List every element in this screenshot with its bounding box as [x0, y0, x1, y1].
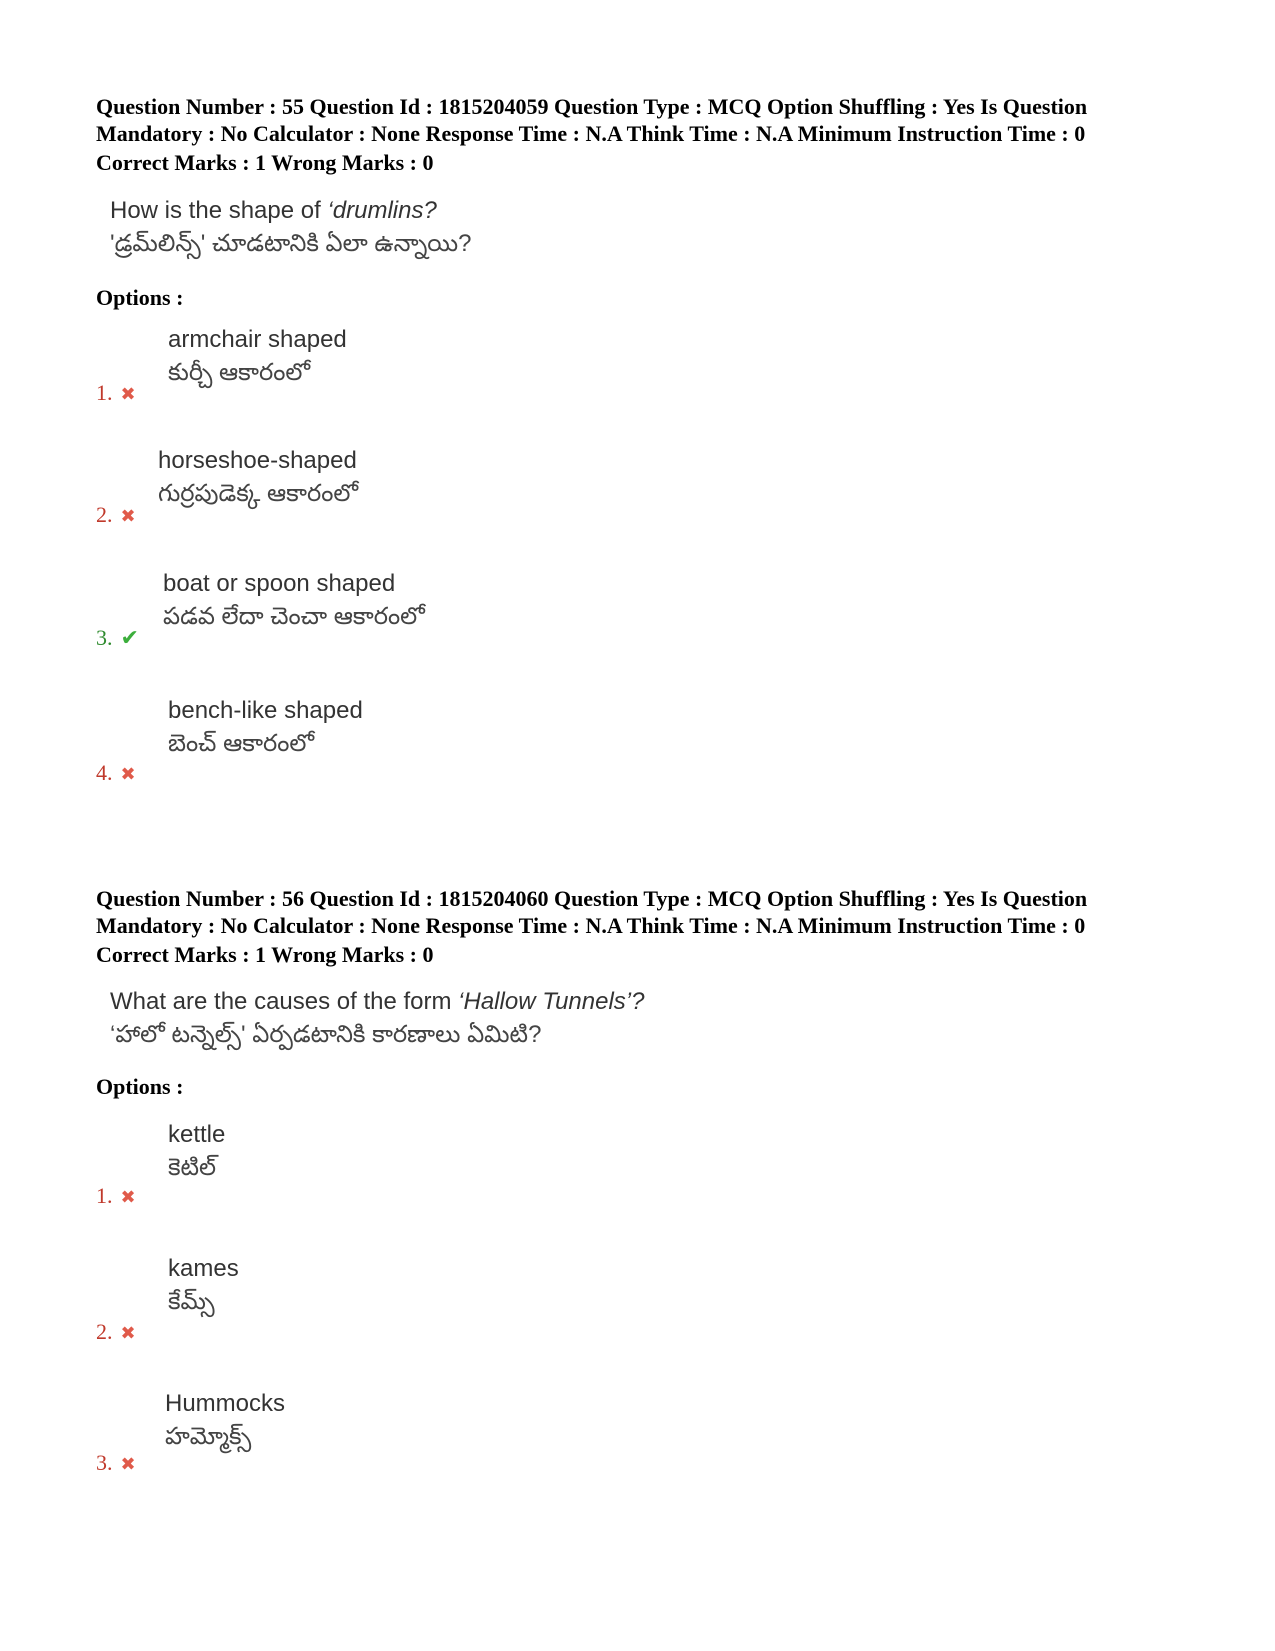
option-text — [165, 1387, 285, 1453]
option-number-label: 3. — [96, 1450, 113, 1475]
option-number-label: 3. — [96, 625, 113, 650]
option-text-en: boat or spoon shaped — [163, 570, 396, 597]
option-number — [96, 1319, 136, 1345]
option-text — [158, 444, 358, 510]
option-number-label: 1. — [96, 1183, 113, 1208]
marks-line: Correct Marks : 1 Wrong Marks : 0 — [96, 942, 434, 967]
option-text-te: హమ్మోక్స్ — [165, 1423, 252, 1450]
option-text-te: గుర్రపుడెక్క ఆకారంలో — [158, 480, 359, 507]
option-text-en: bench-like shaped — [168, 697, 363, 724]
option-text — [168, 323, 347, 389]
option-number — [96, 380, 136, 406]
meta-line: Question Number : 55 Question Id : 1815204059 Question Type : MCQ Option Shuffling : Yes Is Question — [96, 94, 1088, 119]
question-text-en-plain: How is the shape of — [110, 197, 328, 224]
question-meta — [96, 93, 1196, 147]
option-number — [96, 1183, 136, 1209]
option-number-label: 2. — [96, 502, 113, 527]
option-number — [96, 760, 136, 786]
option-number — [96, 502, 136, 528]
cross-icon: ✖ — [120, 1187, 136, 1207]
option-text-te: బెంచ్ ఆకారంలో — [168, 730, 315, 757]
meta-line: Mandatory : No Calculator : None Response Time : N.A Think Time : N.A Minimum Instruction Time : 0 — [96, 913, 1086, 938]
question-text-en-italic: ‘Hallow Tunnels’? — [458, 988, 645, 1015]
meta-line: Question Number : 56 Question Id : 1815204060 Question Type : MCQ Option Shuffling : Yes Is Question — [96, 886, 1088, 911]
marks-line: Correct Marks : 1 Wrong Marks : 0 — [96, 150, 434, 175]
checkmark-icon: ✔ — [120, 625, 139, 650]
option-text-en: horseshoe-shaped — [158, 447, 357, 474]
option-text-en: armchair shaped — [168, 326, 347, 353]
cross-icon: ✖ — [120, 384, 136, 404]
question-text-te: ‘హాలో టన్నెల్స్' ఏర్పడటానికి కారణాలు ఏమిటి? — [110, 1021, 542, 1048]
option-text-en: kames — [168, 1255, 239, 1282]
option-text-te: కేమ్స్ — [168, 1288, 215, 1315]
cross-icon: ✖ — [120, 1454, 136, 1474]
option-text — [168, 694, 363, 760]
option-number-label: 1. — [96, 380, 113, 405]
option-number — [96, 1450, 136, 1476]
option-text — [168, 1118, 225, 1184]
question-text-en — [110, 194, 472, 227]
question-text — [110, 985, 644, 1051]
options-label: Options : — [96, 1074, 184, 1099]
option-text-en: kettle — [168, 1121, 226, 1148]
question-text-te: 'డ్రమ్‌లిన్స్' చూడటానికి ఏలా ఉన్నాయి? — [110, 230, 472, 257]
option-text — [168, 1252, 239, 1318]
question-text — [110, 194, 472, 260]
cross-icon: ✖ — [120, 1323, 136, 1343]
options-label: Options : — [96, 285, 184, 310]
option-text-te: కెటిల్ — [168, 1154, 217, 1181]
question-text-en-plain: What are the causes of the form — [110, 988, 459, 1015]
meta-line: Mandatory : No Calculator : None Response Time : N.A Think Time : N.A Minimum Instruction Time : 0 — [96, 121, 1086, 146]
option-number-label: 4. — [96, 760, 113, 785]
option-number — [96, 625, 139, 651]
question-meta — [96, 885, 1196, 939]
option-text — [163, 567, 425, 633]
option-number-label: 2. — [96, 1319, 113, 1344]
cross-icon: ✖ — [120, 506, 136, 526]
option-text-en: Hummocks — [165, 1390, 286, 1417]
question-text-en-italic: ‘drumlins? — [327, 197, 437, 224]
cross-icon: ✖ — [120, 764, 136, 784]
option-text-te: పడవ లేదా చెంచా ఆకారంలో — [163, 603, 425, 630]
question-text-en — [110, 985, 644, 1018]
option-text-te: కుర్చీ ఆకారంలో — [168, 359, 311, 386]
